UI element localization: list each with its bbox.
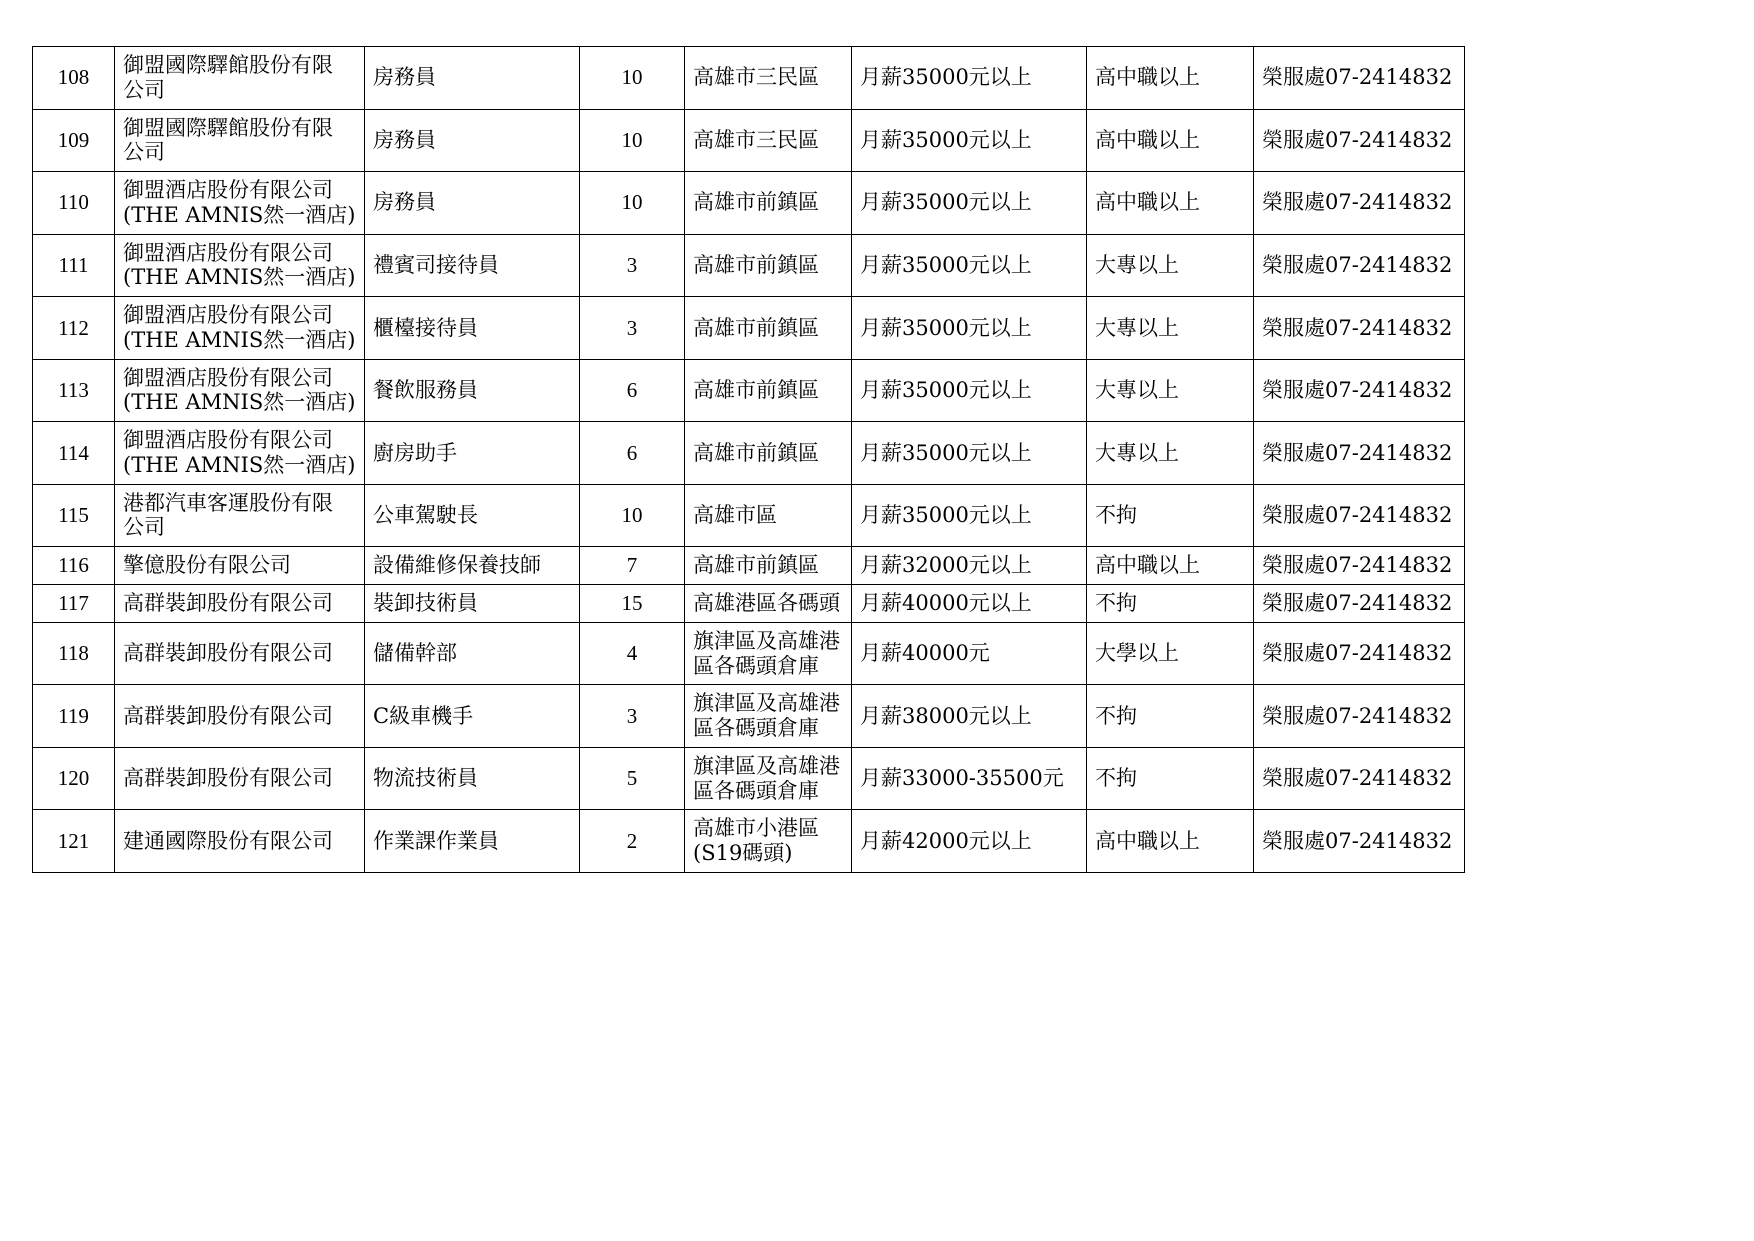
openings-count: 10: [580, 484, 685, 547]
table-row: [33, 810, 1465, 873]
contact-info: 榮服處07-2414832: [1254, 547, 1465, 585]
job-location: [685, 109, 852, 172]
row-number: 116: [33, 547, 115, 585]
job-listing-table: [32, 46, 1465, 873]
openings-count: 15: [580, 585, 685, 623]
job-location: [685, 359, 852, 422]
company-name-line1: 御盟酒店股份有限公司: [123, 365, 333, 390]
table-row: [33, 109, 1465, 172]
job-title: 裝卸技術員: [365, 585, 580, 623]
education-requirement: 高中職以上: [1087, 810, 1254, 873]
table-row: [33, 685, 1465, 748]
job-location-line1: 旗津區及高雄港: [693, 691, 840, 716]
job-title: 公車駕駛長: [365, 484, 580, 547]
job-location-line1: 旗津區及高雄港: [693, 628, 840, 653]
row-number: 113: [33, 359, 115, 422]
contact-info: 榮服處07-2414832: [1254, 622, 1465, 685]
company-name: [115, 234, 365, 297]
job-location-line1: 高雄市前鎮區: [693, 553, 819, 578]
education-requirement: 大學以上: [1087, 622, 1254, 685]
education-requirement: 大專以上: [1087, 422, 1254, 485]
job-location-line1: 高雄市區: [693, 503, 777, 528]
salary: 月薪35000元以上: [852, 359, 1087, 422]
job-location-line1: 旗津區及高雄港: [693, 753, 840, 778]
openings-count: 6: [580, 422, 685, 485]
contact-info: 榮服處07-2414832: [1254, 422, 1465, 485]
contact-info: 榮服處07-2414832: [1254, 810, 1465, 873]
education-requirement: 大專以上: [1087, 297, 1254, 360]
row-number: 115: [33, 484, 115, 547]
job-location: [685, 622, 852, 685]
row-number: 117: [33, 585, 115, 623]
salary: 月薪40000元: [852, 622, 1087, 685]
company-name-line1: 御盟酒店股份有限公司: [123, 240, 333, 265]
job-location: [685, 484, 852, 547]
company-name: [115, 359, 365, 422]
contact-info: 榮服處07-2414832: [1254, 109, 1465, 172]
company-name: [115, 622, 365, 685]
education-requirement: 不拘: [1087, 685, 1254, 748]
education-requirement: 高中職以上: [1087, 47, 1254, 110]
job-location-line2: 區各碼頭倉庫: [693, 716, 819, 741]
table-row: [33, 585, 1465, 623]
company-name-line1: 高群裝卸股份有限公司: [123, 641, 333, 666]
openings-count: 2: [580, 810, 685, 873]
job-location: [685, 422, 852, 485]
contact-info: 榮服處07-2414832: [1254, 172, 1465, 235]
company-name-line2: 公司: [123, 515, 165, 540]
company-name: [115, 685, 365, 748]
company-name-line2: (THE AMNIS然一酒店): [123, 327, 356, 352]
row-number: 119: [33, 685, 115, 748]
company-name-line1: 御盟國際驛館股份有限: [123, 53, 333, 77]
contact-info: 榮服處07-2414832: [1254, 585, 1465, 623]
job-listing-body: [33, 47, 1465, 873]
company-name: [115, 585, 365, 623]
contact-info: 榮服處07-2414832: [1254, 359, 1465, 422]
company-name-line1: 高群裝卸股份有限公司: [123, 591, 333, 616]
company-name-line2: (THE AMNIS然一酒店): [123, 452, 356, 477]
table-row: [33, 622, 1465, 685]
salary: 月薪32000元以上: [852, 547, 1087, 585]
openings-count: 5: [580, 747, 685, 810]
job-title: 設備維修保養技師: [365, 547, 580, 585]
company-name-line1: 御盟酒店股份有限公司: [123, 428, 333, 453]
company-name: [115, 484, 365, 547]
job-title: C級車機手: [365, 685, 580, 748]
education-requirement: 大專以上: [1087, 359, 1254, 422]
job-title: 房務員: [365, 47, 580, 110]
job-title: 廚房助手: [365, 422, 580, 485]
salary: 月薪35000元以上: [852, 109, 1087, 172]
openings-count: 3: [580, 685, 685, 748]
row-number: 121: [33, 810, 115, 873]
openings-count: 10: [580, 47, 685, 110]
openings-count: 7: [580, 547, 685, 585]
row-number: 109: [33, 109, 115, 172]
job-title: 儲備幹部: [365, 622, 580, 685]
job-location: [685, 810, 852, 873]
row-number: 110: [33, 172, 115, 235]
table-row: [33, 422, 1465, 485]
company-name: [115, 297, 365, 360]
contact-info: 榮服處07-2414832: [1254, 47, 1465, 110]
salary: 月薪35000元以上: [852, 484, 1087, 547]
job-location-line2: 區各碼頭倉庫: [693, 653, 819, 678]
company-name-line1: 擎億股份有限公司: [123, 553, 291, 578]
job-location: [685, 547, 852, 585]
education-requirement: 大專以上: [1087, 234, 1254, 297]
job-location: [685, 747, 852, 810]
openings-count: 6: [580, 359, 685, 422]
company-name-line2: (THE AMNIS然一酒店): [123, 265, 356, 290]
table-row: [33, 359, 1465, 422]
contact-info: 榮服處07-2414832: [1254, 747, 1465, 810]
table-row: [33, 234, 1465, 297]
job-location-line1: 高雄市三民區: [693, 127, 819, 152]
contact-info: 榮服處07-2414832: [1254, 297, 1465, 360]
openings-count: 3: [580, 297, 685, 360]
company-name: [115, 810, 365, 873]
job-location: [685, 297, 852, 360]
salary: 月薪42000元以上: [852, 810, 1087, 873]
company-name-line1: 御盟國際驛館股份有限: [123, 115, 333, 140]
salary: 月薪35000元以上: [852, 47, 1087, 110]
company-name-line2: (THE AMNIS然一酒店): [123, 202, 356, 227]
job-location-line2: 區各碼頭倉庫: [693, 778, 819, 803]
salary: 月薪35000元以上: [852, 422, 1087, 485]
education-requirement: 高中職以上: [1087, 172, 1254, 235]
job-location-line1: 高雄市前鎮區: [693, 190, 819, 215]
company-name: [115, 747, 365, 810]
salary: 月薪33000-35500元: [852, 747, 1087, 810]
salary: 月薪38000元以上: [852, 685, 1087, 748]
openings-count: 4: [580, 622, 685, 685]
company-name-line1: 高群裝卸股份有限公司: [123, 703, 333, 728]
row-number: 108: [33, 47, 115, 110]
table-row: [33, 47, 1465, 110]
job-location-line1: 高雄市前鎮區: [693, 315, 819, 340]
row-number: 111: [33, 234, 115, 297]
job-location: [685, 585, 852, 623]
company-name-line1: 高群裝卸股份有限公司: [123, 766, 333, 791]
company-name: [115, 109, 365, 172]
job-location-line1: 高雄市前鎮區: [693, 440, 819, 465]
job-location: [685, 47, 852, 110]
table-row: [33, 297, 1465, 360]
table-row: [33, 547, 1465, 585]
job-location-line1: 高雄港區各碼頭: [693, 591, 840, 616]
company-name-line1: 御盟酒店股份有限公司: [123, 303, 333, 328]
job-title: 物流技術員: [365, 747, 580, 810]
company-name: [115, 422, 365, 485]
job-title: 櫃檯接待員: [365, 297, 580, 360]
row-number: 114: [33, 422, 115, 485]
contact-info: 榮服處07-2414832: [1254, 685, 1465, 748]
company-name: [115, 172, 365, 235]
company-name: [115, 547, 365, 585]
education-requirement: 不拘: [1087, 585, 1254, 623]
education-requirement: 不拘: [1087, 747, 1254, 810]
row-number: 112: [33, 297, 115, 360]
table-row: [33, 484, 1465, 547]
job-title: 餐飲服務員: [365, 359, 580, 422]
table-row: [33, 747, 1465, 810]
salary: 月薪35000元以上: [852, 234, 1087, 297]
job-location: [685, 234, 852, 297]
job-title: 房務員: [365, 109, 580, 172]
salary: 月薪40000元以上: [852, 585, 1087, 623]
company-name: [115, 47, 365, 110]
contact-info: 榮服處07-2414832: [1254, 484, 1465, 547]
job-location: [685, 172, 852, 235]
job-title: 禮賓司接待員: [365, 234, 580, 297]
company-name-line1: 建通國際股份有限公司: [123, 828, 333, 853]
company-name-line1: 御盟酒店股份有限公司: [123, 178, 333, 203]
company-name-line1: 港都汽車客運股份有限: [123, 490, 333, 515]
job-location-line2: (S19碼頭): [693, 841, 793, 866]
row-number: 120: [33, 747, 115, 810]
job-title: 房務員: [365, 172, 580, 235]
job-title: 作業課作業員: [365, 810, 580, 873]
education-requirement: 不拘: [1087, 484, 1254, 547]
job-location-line1: 高雄市小港區: [693, 816, 819, 841]
openings-count: 10: [580, 109, 685, 172]
table-row: [33, 172, 1465, 235]
openings-count: 10: [580, 172, 685, 235]
company-name-line2: 公司: [123, 77, 165, 102]
job-location-line1: 高雄市三民區: [693, 65, 819, 90]
job-location-line1: 高雄市前鎮區: [693, 378, 819, 403]
contact-info: 榮服處07-2414832: [1254, 234, 1465, 297]
education-requirement: 高中職以上: [1087, 547, 1254, 585]
company-name-line2: 公司: [123, 140, 165, 165]
row-number: 118: [33, 622, 115, 685]
company-name-line2: (THE AMNIS然一酒店): [123, 390, 356, 415]
salary: 月薪35000元以上: [852, 172, 1087, 235]
job-location-line1: 高雄市前鎮區: [693, 252, 819, 277]
job-location: [685, 685, 852, 748]
education-requirement: 高中職以上: [1087, 109, 1254, 172]
salary: 月薪35000元以上: [852, 297, 1087, 360]
openings-count: 3: [580, 234, 685, 297]
